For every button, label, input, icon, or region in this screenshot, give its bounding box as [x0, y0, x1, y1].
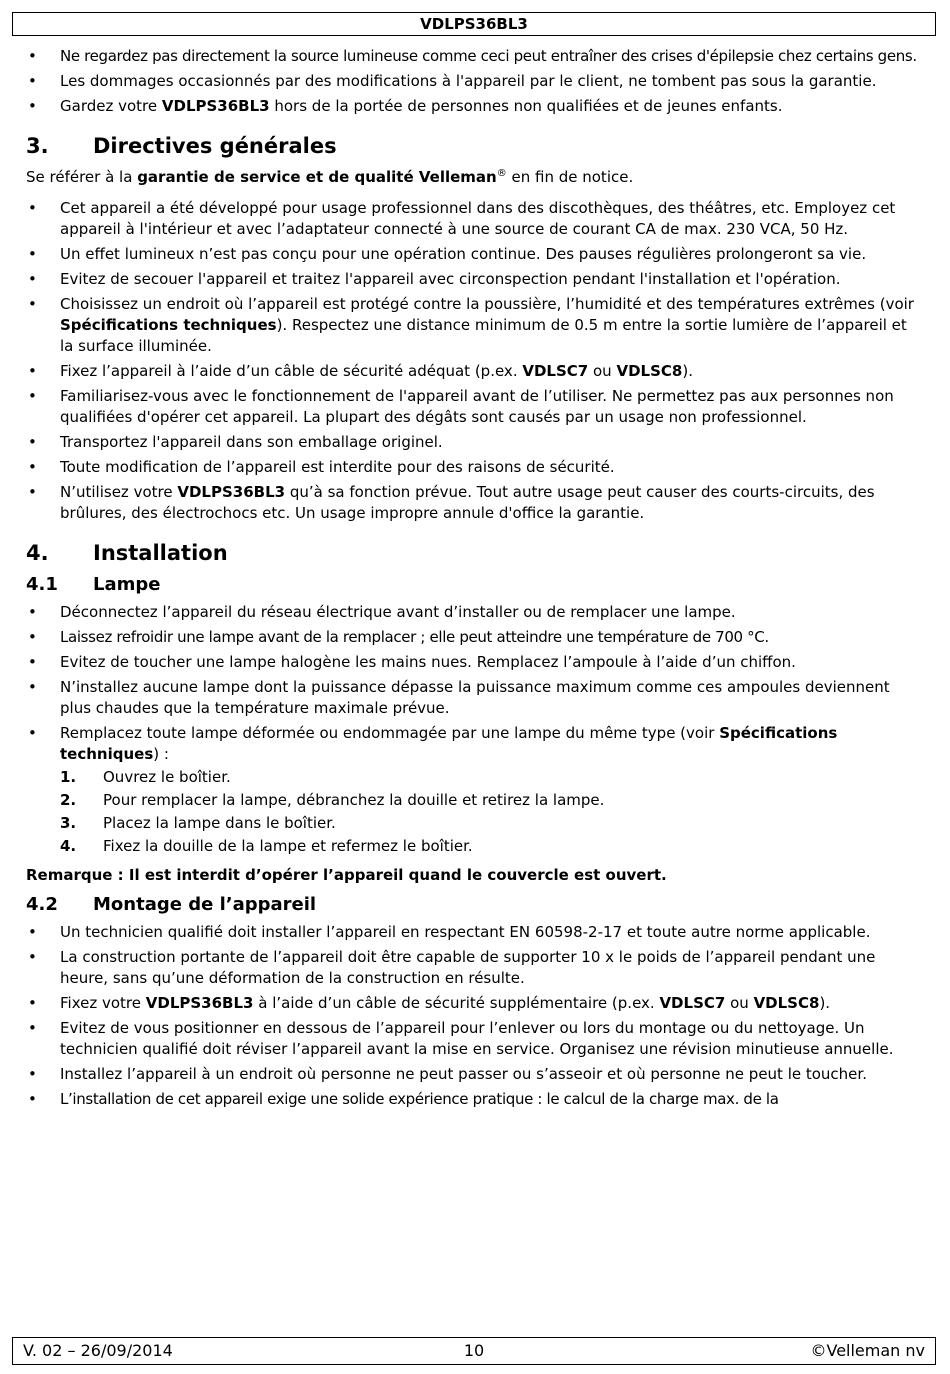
section-heading-3 [26, 133, 918, 159]
bullet-no-bare-hands: • Evitez de toucher une lampe halogène les mains nues. Remplacez l’ampoule à l’aide d’un chiffon. [26, 652, 918, 673]
bullet-avoid-shaking: • Evitez de secouer l'appareil et traitez l'appareil avec circonspection pendant l'installation et l'opération. [26, 269, 918, 290]
bullet-disconnect: • Déconnectez l’appareil du réseau électrique avant d’installer ou de remplacer une lampe. [26, 602, 918, 623]
bullet-continuous-operation: • Un effet lumineux n’est pas conçu pour une opération continue. Des pauses régulières prolongeront sa vie. [26, 244, 918, 265]
bullet-stand-clear: • Evitez de vous positionner en dessous de l’appareil pour l’enlever ou lors du montage ou du nettoyage. Un technicien qualifié doit réviser l’appareil avant la mise en service. Organisez une révision minutieuse annuelle. [26, 1018, 918, 1060]
page-footer [12, 1337, 936, 1365]
subsection-title: Lampe [93, 574, 161, 595]
copyright: ©Velleman nv [810, 1341, 925, 1360]
replacement-steps [60, 767, 918, 857]
product-code: VDLPS36BL3 [161, 97, 270, 115]
bullet-load-capacity: • La construction portante de l’appareil doit être capable de supporter 10 x le poids de l’appareil pendant une heure, sans qu’une déformation de la construction en résulte. [26, 947, 918, 989]
remark-note: Remarque : Il est interdit d’opérer l’appareil quand le couvercle est ouvert. [26, 866, 667, 884]
bullet-epilepsy: • Ne regardez pas directement la source lumineuse comme ceci peut entraîner des crises d'épilepsie chez certains gens. [26, 46, 918, 67]
step-item: 4. Fixez la douille de la lampe et refermez le boîtier. [60, 837, 473, 855]
subsection-title: Montage de l’appareil [93, 894, 317, 915]
product-code: VDLPS36BL3 [177, 483, 286, 501]
section-title: Directives générales [93, 134, 337, 158]
cable-model: VDLSC7 [659, 994, 726, 1012]
step-item: 3. Placez la lampe dans le boîtier. [60, 814, 336, 832]
bullet-cool-down: • Laissez refroidir une lampe avant de la remplacer ; elle peut atteindre une température de 700 °C. [26, 627, 918, 648]
bullet-professional-use: • Cet appareil a été développé pour usage professionnel dans des discothèques, des théâtres, etc. Employez cet appareil à l'intérieur et avec l’adaptateur connecté à une source de courant CA de max. 230 VCA, 50 Hz. [26, 198, 918, 240]
step-number: 4. [60, 837, 77, 855]
subsection-number: 4.2 [26, 894, 58, 915]
page-header [12, 12, 936, 36]
subsection-heading-4-2 [26, 894, 918, 916]
mounting-bullet-list [26, 922, 918, 1110]
subsection-number: 4.1 [26, 574, 58, 595]
page-content [26, 46, 918, 1114]
intro-bullet-list [26, 46, 918, 117]
bullet-qualified-technician: • Un technicien qualifié doit installer l’appareil en respectant EN 60598-2-17 et toute autre norme applicable. [26, 922, 918, 943]
cable-model: VDLSC8 [753, 994, 820, 1012]
cable-model: VDLSC7 [522, 362, 589, 380]
bullet-safety-cable: • Fixez l’appareil à l’aide d’un câble de sécurité adéquat (p.ex. VDLSC7 ou VDLSC8). [26, 361, 918, 382]
specs-reference: Spécifications techniques [60, 316, 277, 334]
section-3-intro: Se référer à la garantie de service et de qualité Velleman® en fin de notice. [26, 168, 634, 186]
section-number: 3. [26, 134, 49, 158]
bullet-intended-use: • N’utilisez votre VDLPS36BL3 qu’à sa fonction prévue. Tout autre usage peut causer des courts-circuits, des brûlures, des électrochocs etc. Un usage impropre annule d'office la garantie. [26, 482, 918, 524]
document-version: V. 02 – 26/09/2014 [23, 1341, 173, 1360]
bullet-familiarise: • Familiarisez-vous avec le fonctionnement de l'appareil avant de l’utiliser. Ne permettez pas aux personnes non qualifiées d'opérer cet appareil. La plupart des dégâts sont causés par un usage non professionnel. [26, 386, 918, 428]
bullet-no-modification: • Toute modification de l’appareil est interdite pour des raisons de sécurité. [26, 457, 918, 478]
bullet-extra-cable: • Fixez votre VDLPS36BL3 à l’aide d’un câble de sécurité supplémentaire (p.ex. VDLSC7 ou VDLSC8). [26, 993, 918, 1014]
bullet-transport: • Transportez l'appareil dans son emballage originel. [26, 432, 918, 453]
section-title: Installation [93, 541, 228, 565]
lamp-bullet-list [26, 602, 918, 857]
bullet-warranty-damage: • Les dommages occasionnés par des modifications à l'appareil par le client, ne tombent pas sous la garantie. [26, 71, 918, 92]
registered-mark: ® [496, 168, 507, 179]
header-title: VDLPS36BL3 [420, 15, 528, 33]
step-number: 2. [60, 791, 77, 809]
cable-model: VDLSC8 [616, 362, 683, 380]
section-number: 4. [26, 541, 49, 565]
section-heading-4 [26, 540, 918, 566]
bullet-placement: • Installez l’appareil à un endroit où personne ne peut passer ou s’asseoir et où personne ne peut le toucher. [26, 1064, 918, 1085]
general-guidelines-list [26, 198, 918, 524]
step-item: 2. Pour remplacer la lampe, débranchez la douille et retirez la lampe. [60, 791, 605, 809]
bullet-experience: • L’installation de cet appareil exige une solide expérience pratique : le calcul de la charge max. de la [26, 1089, 918, 1110]
page-number: 10 [463, 1341, 485, 1360]
bullet-max-power: • N’installez aucune lampe dont la puissance dépasse la puissance maximum comme ces ampoules deviennent plus chaudes que la température maximale prévue. [26, 677, 918, 719]
warranty-reference: garantie de service et de qualité Velleman [137, 168, 497, 186]
product-code: VDLPS36BL3 [145, 994, 254, 1012]
subsection-heading-4-1 [26, 574, 918, 596]
step-item: 1. Ouvrez le boîtier. [60, 768, 231, 786]
specs-reference: Spécifications techniques [60, 724, 838, 763]
step-number: 1. [60, 768, 77, 786]
bullet-replace-lamp: • Remplacez toute lampe déformée ou endommagée par une lampe du même type (voir Spécifications techniques) : 1. Ouvrez le boîtier. 2. Pour remplacer la lampe, débranchez la douille et retirez la lampe. 3. Placez la lampe dans le boîtier. 4. Fixez la douille de la lampe et refermez le boîtier. [26, 723, 918, 857]
bullet-location: • Choisissez un endroit où l’appareil est protégé contre la poussière, l’humidité et des températures extrêmes (voir Spécifications techniques). Respectez une distance minimum de 0.5 m entre la sortie lumière de l’appareil et la surface illuminée. [26, 294, 918, 357]
bullet-keep-away: • Gardez votre VDLPS36BL3 hors de la portée de personnes non qualifiées et de jeunes enfants. [26, 96, 918, 117]
step-number: 3. [60, 814, 77, 832]
